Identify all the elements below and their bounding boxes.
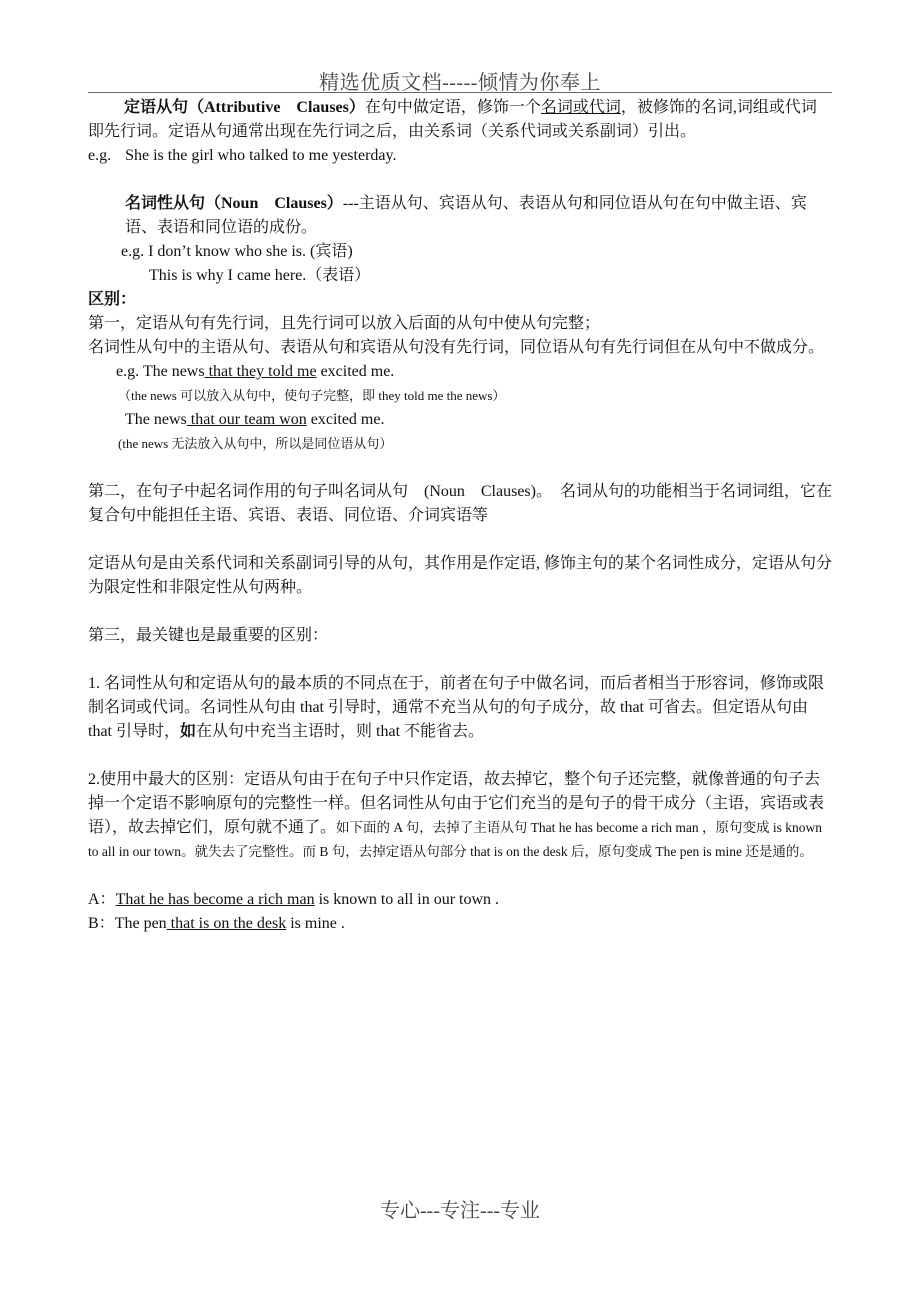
example-b <box>88 912 832 936</box>
example-1-post: excited me. <box>316 363 395 380</box>
noun-example-2: This is why I came here.（表语） <box>149 267 371 284</box>
attributive-term: 定语从句（Attributive Clauses） <box>124 99 365 116</box>
example-a-post: is known to all in our town . <box>314 891 500 908</box>
key-difference-2-a: 2.使用中最大的区别：定语从句由于在句子中只作定语，故去掉它，整个句子还完整，就像普通的句子去掉一个定语不影响原句的完整性一样。但名词性从句由于它们充当的是句子的骨干成分（主语，宾语或表语），故去掉它们，原句就不通了。 <box>88 771 825 836</box>
example-note-1: （the news 可以放入从句中，使句子完整，即 they told me the news） <box>118 388 506 403</box>
key-difference-1-bold: 如 <box>180 723 197 740</box>
example-b-post: is mine . <box>286 915 345 932</box>
difference-point-third: 第三，最关键也是最重要的区别： <box>88 627 329 644</box>
key-difference-1-a: 1. 名词性从句和定语从句的最本质的不同点在于，前者在句子中做名词，而后者相当于形容词，修饰或限制名词或代词。名词性从句由 that 引导时，通常不充当从句的句子成分，故 that 可省去。但定语从句由 that 引导时， <box>88 675 825 740</box>
page-footer: 专心---专注---专业 <box>380 1200 540 1222</box>
difference-point-1: 第一，定语从句有先行词，且先行词可以放入后面的从句中使从句完整； <box>88 315 601 332</box>
attributive-definition <box>88 96 832 144</box>
attributive-underlined: 名词或代词 <box>540 99 621 116</box>
difference-point-second: 第二，在句子中起名词作用的句子叫名词从句 (Noun Clauses)。 名词从句的功能相当于名词词组，它在复合句中能担任主语、宾语、表语、同位语、介词宾语等 <box>88 483 832 524</box>
example-note-2: (the news 无法放入从句中，所以是同位语从句） <box>118 436 393 451</box>
example-1-pre: e.g. The news <box>116 363 205 380</box>
attributive-example <box>88 144 832 168</box>
key-difference-1-c: 在从句中充当主语时，则 that 不能省去。 <box>196 723 485 740</box>
example-a <box>88 888 832 912</box>
attributive-text-a: 在句中做定语，修饰一个 <box>364 99 541 116</box>
example-2-clause: that our team won <box>186 411 307 428</box>
page-header: 精选优质文档-----倾情为你奉上 <box>319 72 601 94</box>
example-2-post: excited me. <box>306 411 385 428</box>
attributive-example-sentence: She is the girl who talked to me yesterday. <box>125 147 397 164</box>
example-2-pre: The news <box>125 411 187 428</box>
example-news-1 <box>88 360 832 384</box>
attributive-text-b: ，被修饰的名词,词组或代词即先行词。定语从句通常出现在先行词之后，由关系词（关系代词或关系副词）引出。 <box>88 99 817 140</box>
example-1-clause: that they told me <box>204 363 317 380</box>
noun-example-1: e.g. I don’t know who she is. (宾语) <box>121 243 353 260</box>
noun-desc: ---主语从句、宾语从句、表语从句和同位语从句在句中做主语、宾语、表语和同位语的成份。 <box>125 195 807 236</box>
noun-definition <box>88 192 832 240</box>
attributive-summary: 定语从句是由关系代词和关系副词引导的从句，其作用是作定语, 修饰主句的某个名词性成分，定语从句分为限定性和非限定性从句两种。 <box>88 555 833 596</box>
document-body <box>88 96 832 936</box>
key-difference-2 <box>88 768 832 864</box>
eg-label: e.g. <box>88 147 112 164</box>
example-b-clause: that is on the desk <box>166 915 287 932</box>
difference-point-2: 名词性从句中的主语从句、表语从句和宾语从句没有先行词，同位语从句有先行词但在从句中不做成分。 <box>88 339 825 356</box>
key-difference-2-b: 如下面的 A 句，去掉了主语从句 That he has become a rich man ，原句变成 is known to all in our town。就失去了完整性。而 B 句，去掉定语从句部分 that is on the desk 后，原句变成 The pen is mine 还是通的。 <box>88 820 822 859</box>
example-a-clause: That he has become a rich man <box>115 891 315 908</box>
difference-heading: 区别： <box>88 291 137 308</box>
noun-term: 名词性从句（Noun Clauses） <box>125 195 343 212</box>
example-b-label: B： <box>88 915 115 932</box>
key-difference-1 <box>88 672 832 744</box>
example-b-pre: The pen <box>114 915 167 932</box>
example-a-label: A： <box>88 891 116 908</box>
example-news-2 <box>88 408 832 432</box>
header-divider <box>88 92 832 93</box>
